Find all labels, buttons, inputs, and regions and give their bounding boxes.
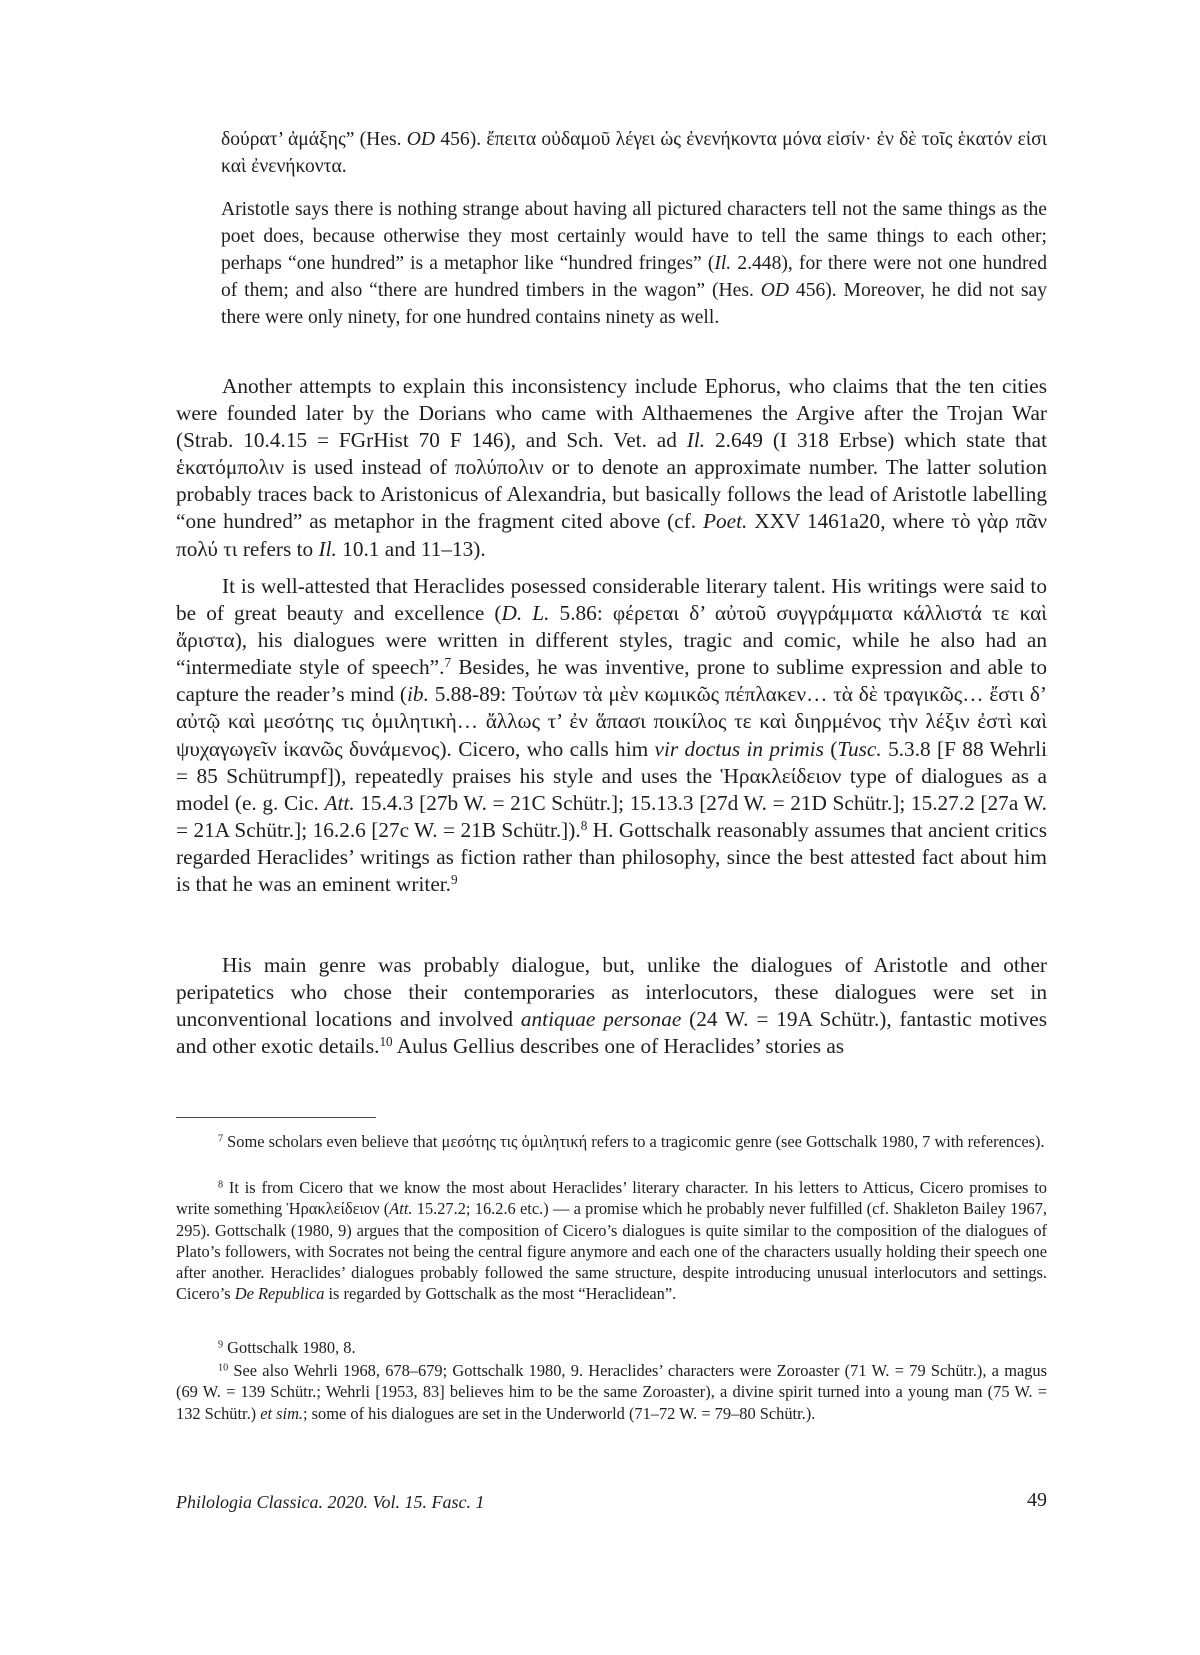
footnote-ref-7[interactable]: 7 <box>444 655 452 671</box>
footnote-ref-8[interactable]: 8 <box>580 817 588 833</box>
body-paragraph-3: His main genre was probably dialogue, but, unlike the dialogues of Aristotle and other peripatetics who chose their contemporaries as interlocutors, these dialogues were set in unconventional locations and involved antiquae personae (24 W. = 19A Schütr.), fantastic motives and other exotic details.$^{10}$ Aulus Gellius describes one of Heraclides’ stories as <box>176 953 1047 1059</box>
quotation-translation: Aristotle says there is nothing strange about having all pictured characters tell not the same things as the poet does, because otherwise they most certainly would have to tell the same things to each other; perhaps “one hundred” is a metaphor like “hundred fringes” (Il. 2.448), for there were not one hundred of them; and also “there are hundred timbers in the wagon” (Hes. OD 456). Moreover, he did not say there were only ninety, for one hundred contains ninety as well. <box>221 199 1048 328</box>
footnote-divider <box>176 1117 376 1118</box>
greek-quotation: δούρατ’ ἀμάξης” (Hes. OD 456). ἔπειτα οὐδαμοῦ λέγει ὡς ἐνενήκοντα μόνα εἰσίν· ἐν δὲ τοῖς ἑκατόν εἰσι καὶ ἐνενήκοντα. <box>221 129 1047 177</box>
body-paragraph-2: It is well-attested that Heraclides posessed considerable literary talent. His writings were said to be of great beauty and excellence (D. L. 5.86: φέρεται δ’ αὐτοῦ συγγράμματα κάλλιστά τε καὶ ἄριστα), his dialogues were written in different styles, tragic and comic, while he also had an “intermediate style of speech”.$^7$ Besides, he was inventive, prone to sublime expression and able to capture the reader’s mind (ib. 5.88-89: Τούτων τὰ μὲν κωμικῶς πέπλακεν… τὰ δὲ τραγικῶς… ἔστι δ’ αὐτῷ καὶ μεσότης τις ὁμιλητικὴ… ἄλλως τ’ ἐν ἅπασι ποικίλος τε καὶ διηρμένος τὴν λέξιν ἐστὶ καὶ ψυχαγωγεῖν ἱκανῶς δυνάμενος). Cicero, who calls him vir doctus in primis (Tusc. 5.3.8 [F 88 Wehrli = 85 Schütrumpf]), repeatedly praises his style and uses the Ἡρακλείδειον type of dialogues as a model (e. g. Cic. Att. 15.4.3 [27b W. = 21C Schütr.]; 15.13.3 [27d W. = 21D Schütr.]; 15.27.2 [27a W. = 21A Schütr.]; 16.2.6 [27c W. = 21B Schütr.]).$^8$ H. Gottschalk reasonably assumes that ancient critics regarded Heraclides’ writings as fiction rather than philosophy, since the best attested fact about him is that he was an eminent writer.$^9$ <box>176 574 1048 897</box>
body-paragraph-1: Another attempts to explain this inconsistency include Ephorus, who claims that the ten cities were founded later by the Dorians who came with Althaemenes the Argive after the Trojan War (Strab. 10.4.15 = FGrHist 70 F 146), and Sch. Vet. ad Il. 2.649 (I 318 Erbse) which state that ἑκατόμπολιν is used instead of πολύπολιν or to denote an approximate number. The latter solution probably traces back to Aristonicus of Alexandria, but basically follows the lead of Aristotle labelling “one hundred” as metaphor in the fragment cited above (cf. Poet. XXV 1461a20, where τὸ γὰρ πᾶν πολύ τι refers to Il. 10.1 and 11–13). <box>176 374 1047 561</box>
journal-citation: Philologia Classica. 2020. Vol. 15. Fasc. 1 <box>176 1492 485 1512</box>
page-number: 49 <box>1027 1489 1047 1511</box>
footnote-10: $^{10}$ See also Wehrli 1968, 678–679; Gottschalk 1980, 9. Heraclides’ characters were Zoroaster (71 W. = 79 Schütr.), a magus (69 W. = 139 Schütr.; Wehrli [1953, 83] believes him to be the same Zoroaster), a divine spirit turned into a young man (75 W. = 132 Schütr.) et sim.; some of his dialogues are set in the Underworld (71–72 W. = 79–80 Schütr.). <box>176 1361 1047 1423</box>
footnote-ref-9[interactable]: 9 <box>451 871 458 887</box>
footnote-7: $^7$ Some scholars even believe that μεσότης τις ὁμιλητική refers to a tragicomic genre (see Gottschalk 1980, 7 with references). <box>218 1132 1045 1151</box>
footnote-8: $^8$ It is from Cicero that we know the most about Heraclides’ literary character. In his letters to Atticus, Cicero promises to write something Ἡρακλείδειον (Att. 15.27.2; 16.2.6 etc.) — a promise which he probably never fulfilled (cf. Shakleton Bailey 1967, 295). Gottschalk (1980, 9) argues that the composition of Cicero’s dialogues is quite similar to the composition of the dialogues of Plato’s followers, with Socrates not being the central figure anymore and each one of the characters usually holding their speech one after another. Heraclides’ dialogues probably followed the same structure, despite introducing unusual interlocutors and settings. Cicero’s De Republica is regarded by Gottschalk as the most “Heraclidean”. <box>176 1178 1047 1304</box>
footnote-9: $^9$ Gottschalk 1980, 8. <box>218 1338 356 1357</box>
footnote-ref-10[interactable]: 10 <box>379 1034 393 1050</box>
